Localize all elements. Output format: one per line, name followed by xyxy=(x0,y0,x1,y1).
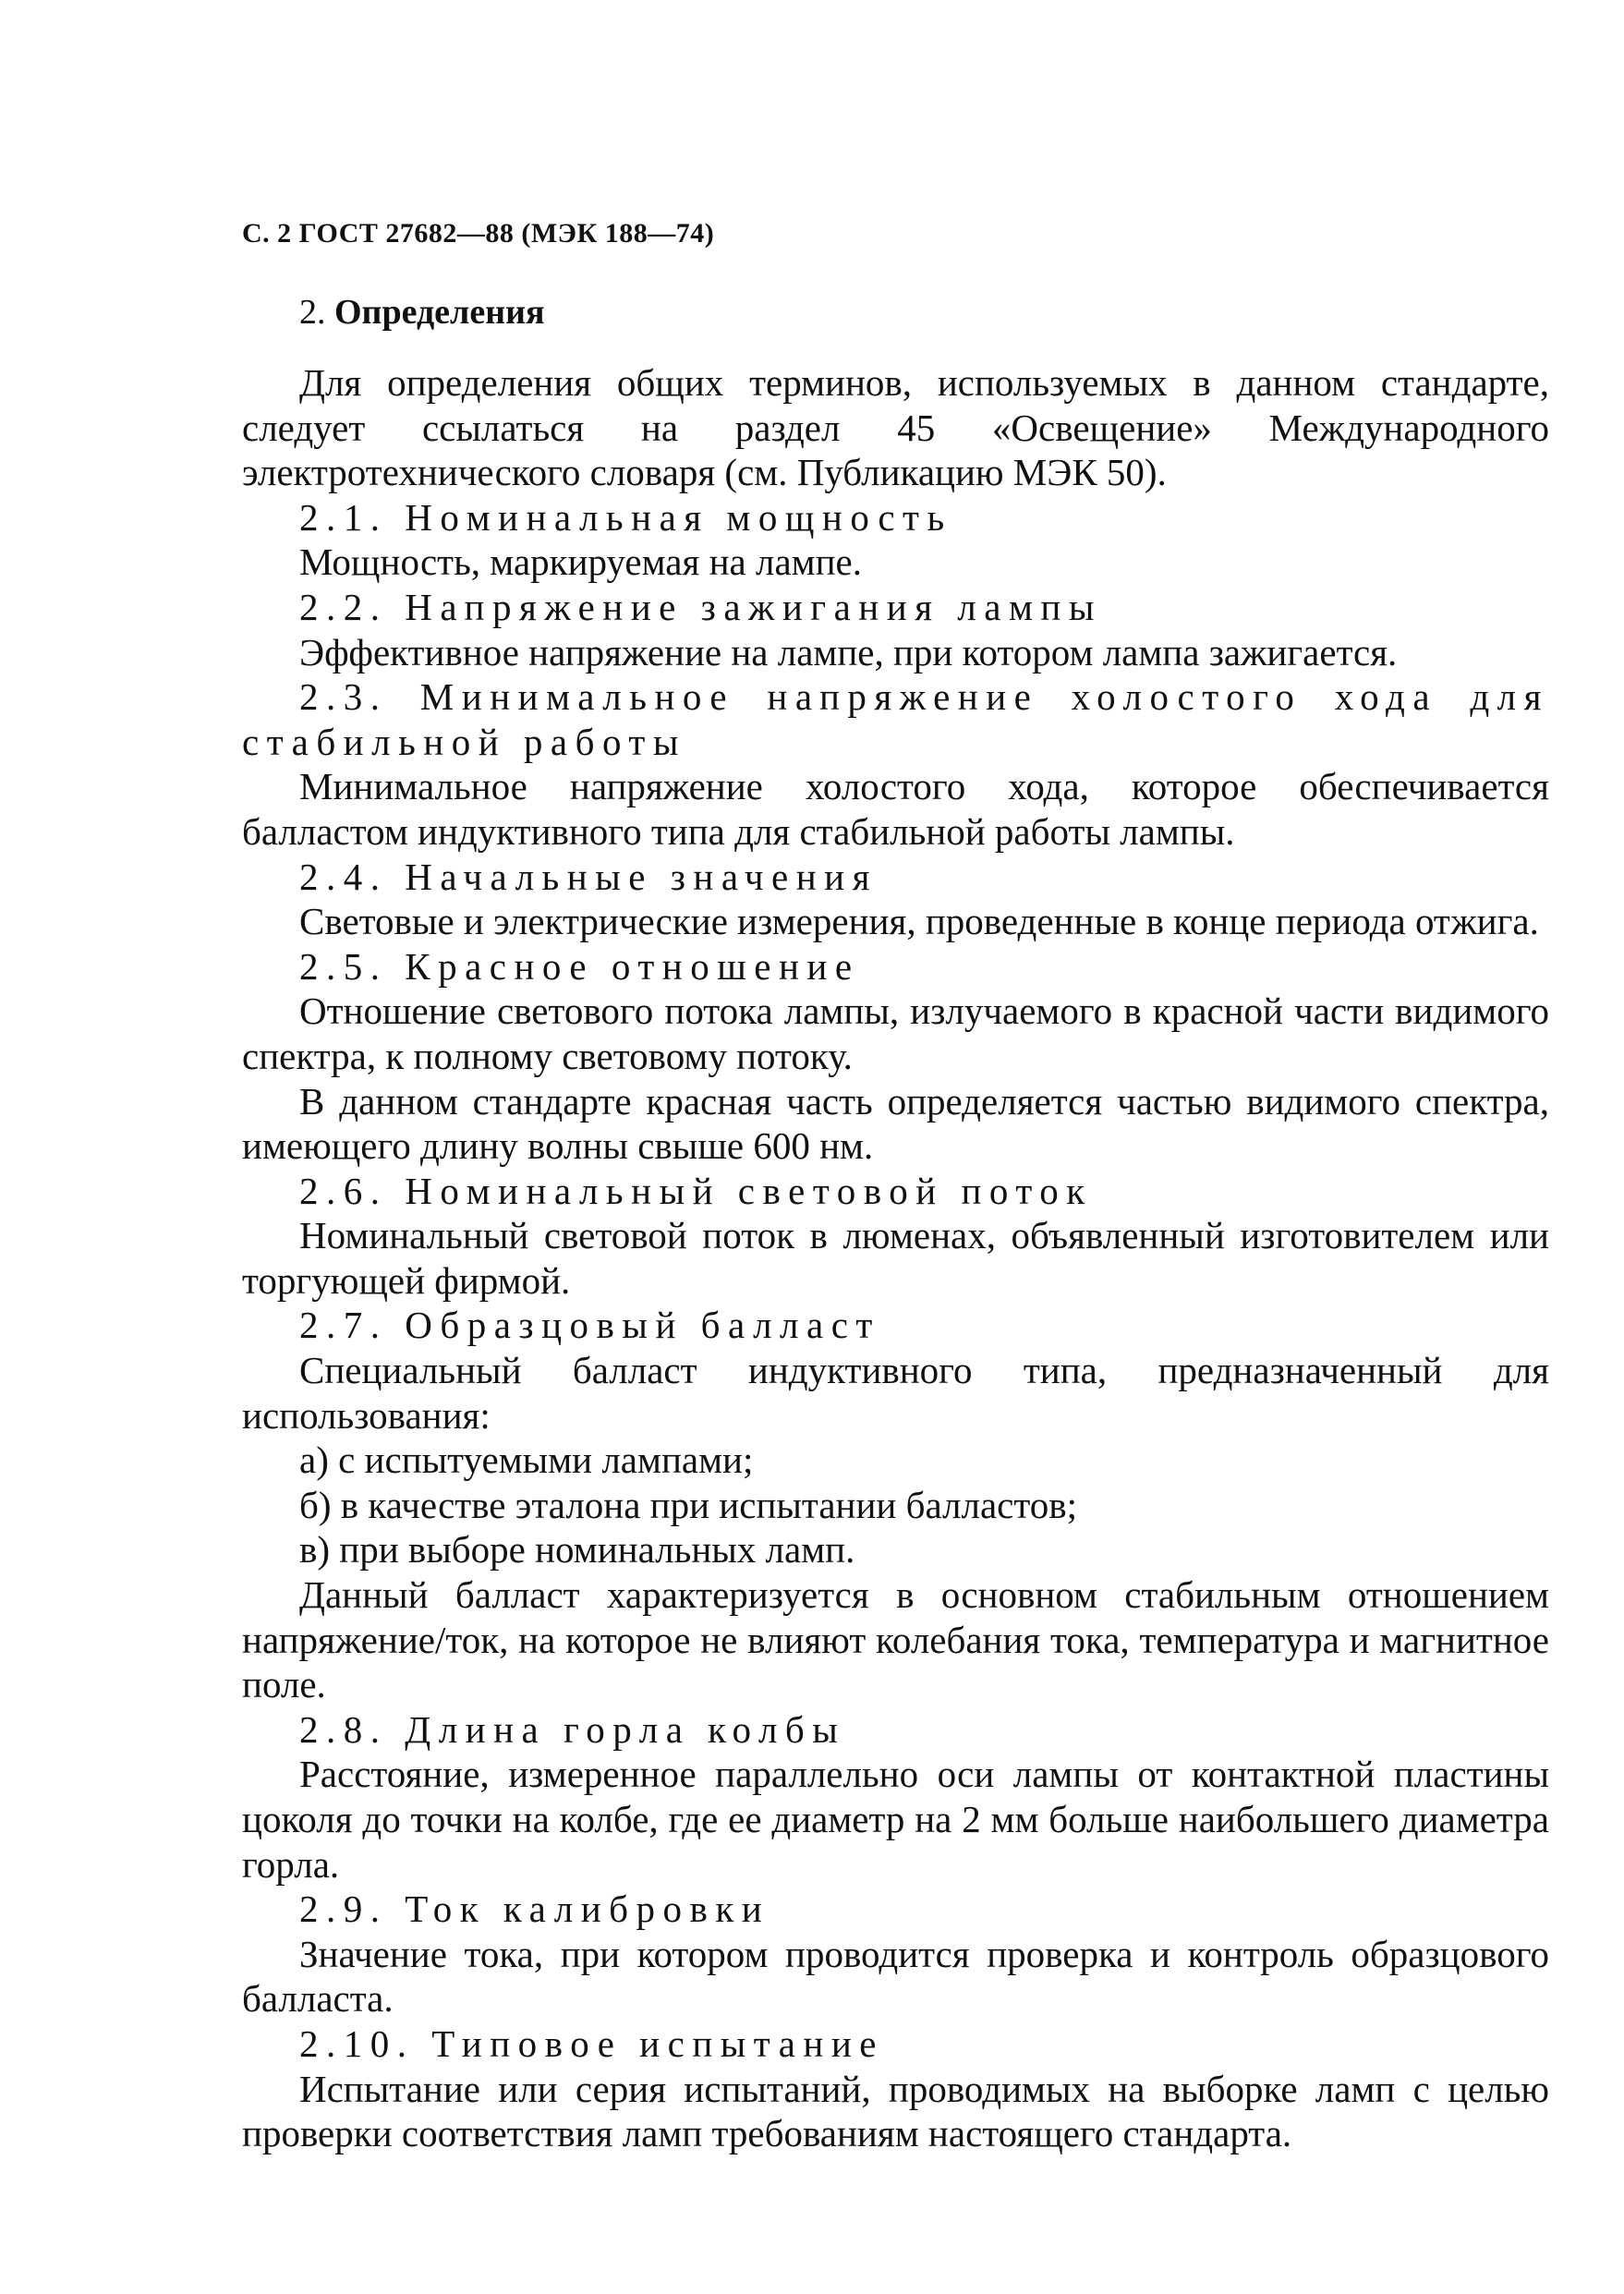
list-item: в) при выборе номинальных ламп. xyxy=(299,1528,855,1572)
term-heading: 2.7. Образцовый балласт xyxy=(299,1304,880,1347)
term-heading: 2.6. Номинальный световой поток xyxy=(299,1169,1093,1212)
term-heading: 2.10. Типовое испытание xyxy=(299,2021,885,2065)
term-note: Данный балласт характеризуется в основном стабильным отношением напряжение/ток, на которое не влияют колебания тока, температура и магнитное поле. xyxy=(242,1573,1549,1706)
section-number: 2. xyxy=(299,293,326,332)
page-header: С. 2 ГОСТ 27682—88 (МЭК 188—74) xyxy=(242,218,715,249)
intro-paragraph: Для определения общих терминов, используемых в данном стандарте, следует ссылаться на раздел 45 «Освещение» Международного электротехнического словаря (см. Публикацию МЭК 50). xyxy=(242,361,1549,494)
term-definition: Эффективное напряжение на лампе, при котором лампа зажигается. xyxy=(299,630,1398,674)
term-2-3 xyxy=(242,674,1549,854)
section-title: Определения xyxy=(334,293,545,332)
term-2-8 xyxy=(242,1707,1549,1887)
term-2-1 xyxy=(242,495,1549,585)
term-definition: Номинальный световой поток в люменах, объявленный изготовителем или торгующей фирмой. xyxy=(242,1214,1549,1302)
term-definition: Специальный балласт индуктивного типа, предназначенный для использования: xyxy=(242,1349,1549,1437)
term-2-9 xyxy=(242,1887,1549,2021)
list-item: б) в качестве эталона при испытании балластов; xyxy=(299,1483,1077,1526)
term-2-2 xyxy=(242,585,1549,674)
term-definition: Испытание или серия испытаний, проводимых на выборке ламп с целью проверки соответствия ламп требованиям настоящего стандарта. xyxy=(242,2067,1549,2155)
term-definition: Отношение светового потока лампы, излучаемого в красной части видимого спектра, к полному световому потоку. xyxy=(242,989,1549,1077)
document-page xyxy=(242,218,1549,2156)
term-heading: 2.9. Ток калибровки xyxy=(299,1887,770,1931)
term-definition: Значение тока, при котором проводится проверка и контроль образцового балласта. xyxy=(242,1932,1549,2021)
term-heading: 2.8. Длина горла колбы xyxy=(299,1707,846,1751)
term-note: В данном стандарте красная часть определяется частью видимого спектра, имеющего длину волны свыше 600 нм. xyxy=(242,1079,1549,1168)
term-definition: Минимальное напряжение холостого хода, которое обеспечивается балластом индуктивного типа для стабильной работы лампы. xyxy=(242,765,1549,853)
list-item: а) с испытуемыми лампами; xyxy=(299,1438,754,1482)
term-heading: 2.5. Красное отношение xyxy=(299,944,860,988)
term-2-10 xyxy=(242,2021,1549,2156)
term-2-4 xyxy=(242,855,1549,944)
term-2-7 xyxy=(242,1303,1549,1706)
term-heading: 2.3. Минимальное напряжение холостого хода для стабильной работы xyxy=(242,675,1549,763)
term-2-6 xyxy=(242,1169,1549,1304)
term-definition: Расстояние, измеренное параллельно оси лампы от контактной пластины цоколя до точки на колбе, где ее диаметр на 2 мм больше наибольшего диаметра горла. xyxy=(242,1753,1549,1886)
term-heading: 2.4. Начальные значения xyxy=(299,855,878,898)
term-heading: 2.2. Напряжение зажигания лампы xyxy=(299,585,1102,628)
term-definition: Мощность, маркируемая на лампе. xyxy=(299,540,862,584)
term-2-5 xyxy=(242,944,1549,1169)
term-definition: Световые и электрические измерения, проведенные в конце периода отжига. xyxy=(299,900,1539,943)
term-heading: 2.1. Номинальная мощность xyxy=(299,495,952,539)
section-heading xyxy=(242,290,1549,334)
